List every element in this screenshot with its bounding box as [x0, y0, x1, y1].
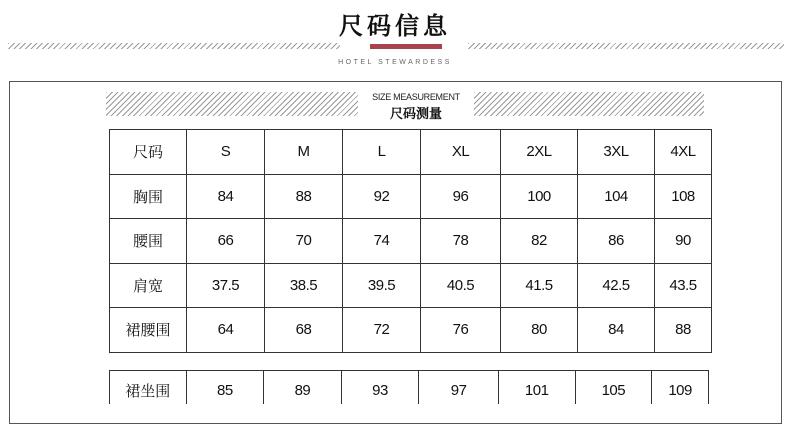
table-cell: 92: [343, 174, 421, 219]
measure-hatch-left: [106, 92, 358, 116]
table-cell: 88: [265, 174, 343, 219]
table-cell: 89: [264, 371, 342, 405]
table-cell: 70: [265, 219, 343, 264]
table-row: [110, 174, 712, 219]
size-header-cell: L: [343, 130, 421, 175]
table-cell: 66: [187, 219, 265, 264]
table-cell: 43.5: [655, 263, 712, 308]
bottom-table-clip: [109, 370, 709, 404]
row-label: 肩宽: [110, 263, 187, 308]
table-cell: 97: [419, 371, 499, 405]
table-cell: 90: [655, 219, 712, 264]
table-cell: 42.5: [578, 263, 655, 308]
measurement-heading-cn: 尺码测量: [389, 107, 442, 122]
size-table-continued: [109, 370, 709, 404]
page-subtitle: HOTEL STEWARDESS: [338, 59, 452, 66]
table-cell: 109: [652, 371, 709, 405]
table-cell: 80: [501, 308, 578, 353]
size-header-cell: 3XL: [578, 130, 655, 175]
table-row: [110, 308, 712, 353]
table-cell: 96: [421, 174, 501, 219]
table-row: [110, 219, 712, 264]
table-cell: 85: [186, 371, 264, 405]
table-cell: 76: [421, 308, 501, 353]
size-header-row: [110, 130, 712, 175]
size-header-cell: 2XL: [501, 130, 578, 175]
table-cell: 82: [501, 219, 578, 264]
table-cell: 84: [578, 308, 655, 353]
table-cell: 78: [421, 219, 501, 264]
size-header-cell: XL: [421, 130, 501, 175]
row-label: 裙腰围: [110, 308, 187, 353]
table-cell: 100: [501, 174, 578, 219]
header-hatch-right: [468, 43, 784, 49]
table-cell: 40.5: [421, 263, 501, 308]
table-cell: 37.5: [187, 263, 265, 308]
table-cell: 104: [578, 174, 655, 219]
table-row: [110, 263, 712, 308]
table-cell: 93: [341, 371, 419, 405]
table-row: [110, 371, 709, 405]
table-cell: 105: [575, 371, 652, 405]
table-cell: 88: [655, 308, 712, 353]
header-hatch-left: [8, 43, 340, 49]
page-title: 尺码信息: [339, 11, 451, 40]
size-table: [109, 129, 712, 353]
table-cell: 68: [265, 308, 343, 353]
table-cell: 38.5: [265, 263, 343, 308]
table-cell: 84: [187, 174, 265, 219]
row-label: 腰围: [110, 219, 187, 264]
title-accent-bar: [370, 44, 442, 49]
table-cell: 74: [343, 219, 421, 264]
measurement-heading-en: SIZE MEASUREMENT: [372, 92, 460, 102]
table-cell: 86: [578, 219, 655, 264]
table-cell: 108: [655, 174, 712, 219]
size-header-cell: 4XL: [655, 130, 712, 175]
size-header-label: 尺码: [110, 130, 187, 175]
row-label: 胸围: [110, 174, 187, 219]
table-cell: 39.5: [343, 263, 421, 308]
size-header-cell: M: [265, 130, 343, 175]
row-label: 裙坐围: [110, 371, 187, 405]
table-cell: 64: [187, 308, 265, 353]
table-cell: 41.5: [501, 263, 578, 308]
table-cell: 101: [498, 371, 575, 405]
size-header-cell: S: [187, 130, 265, 175]
measure-hatch-right: [474, 92, 704, 116]
table-cell: 72: [343, 308, 421, 353]
